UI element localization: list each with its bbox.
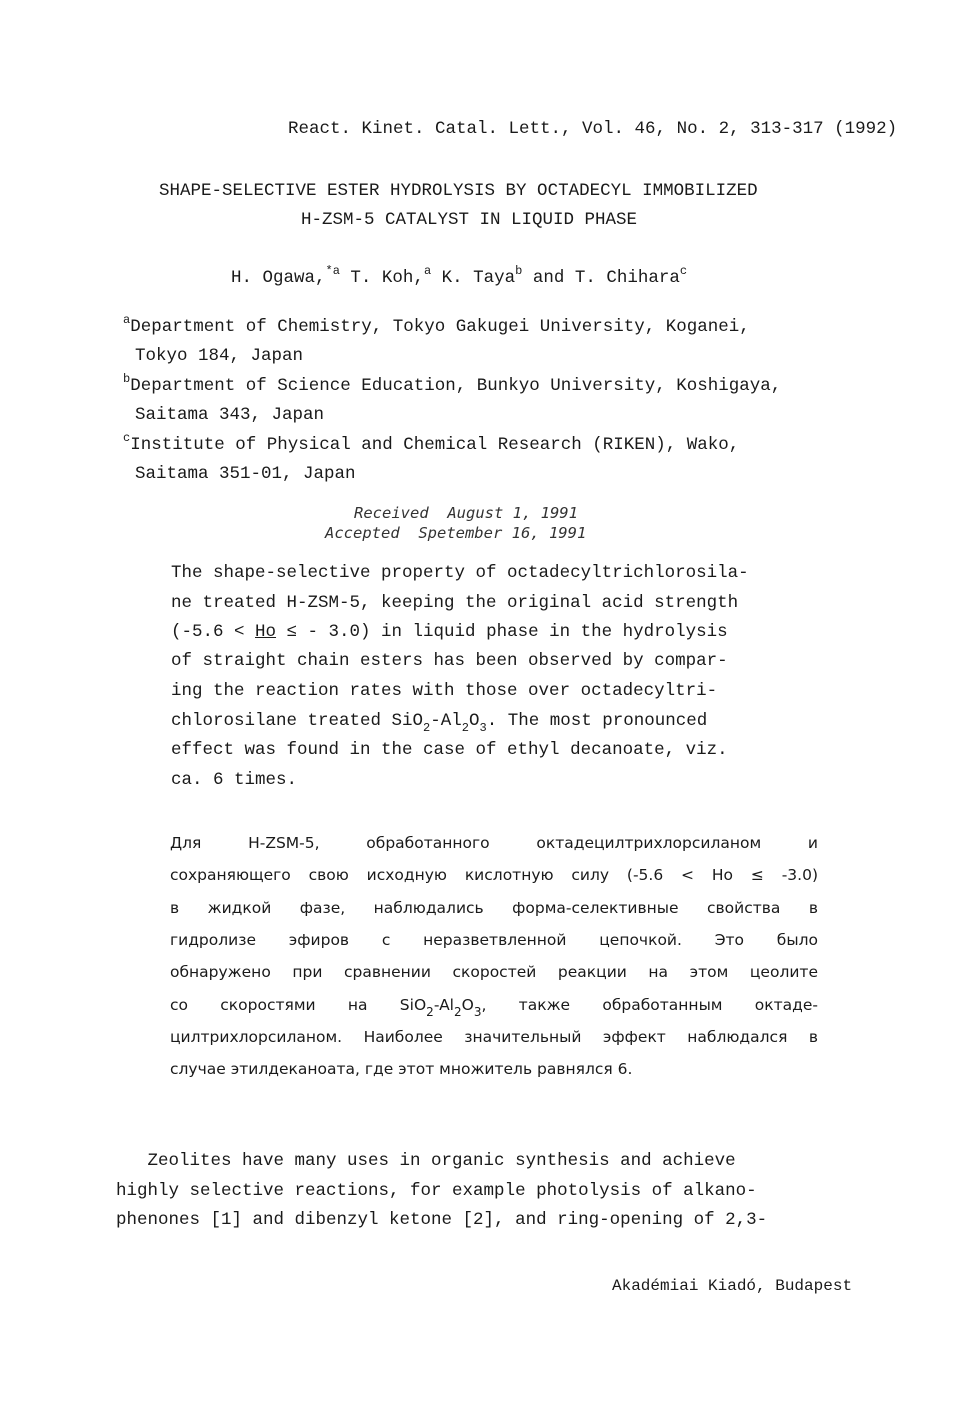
accepted-date: Accepted Spetember 16, 1991 bbox=[325, 524, 587, 542]
abstract-ru-line-1: Для H-ZSM-5, обработанного октадецилтрихлорсиланом и bbox=[170, 834, 818, 852]
abstract-ru-line-2: сохраняющего свою исходную кислотную силу (-5.6 < Ho ≤ -3.0) bbox=[170, 866, 818, 884]
paper-title-line-1: SHAPE-SELECTIVE ESTER HYDROLYSIS BY OCTADECYL IMMOBILIZED bbox=[159, 181, 758, 201]
abstract-ru-line-5: обнаружено при сравнении скоростей реакции на этом цеолите bbox=[170, 963, 818, 981]
abstract-en-line-5: ing the reaction rates with those over octadecyltri- bbox=[171, 681, 718, 701]
abstract-ru-line-3: в жидкой фазе, наблюдались форма-селективные свойства в bbox=[170, 899, 818, 917]
abstract-en-line-6: chlorosilane treated $SiO_2-Al_2O_3$. The most pronounced bbox=[171, 711, 708, 735]
publisher-footer: Akadémiai Kiadó, Budapest bbox=[612, 1277, 853, 1295]
body-text-line-2: highly selective reactions, for example photolysis of alkano- bbox=[116, 1181, 757, 1201]
author-list: H. Ogawa,$^{*a}$ T. Koh,$^a$ K. Taya$^b$ and T. Chihara$^c$ bbox=[231, 264, 688, 288]
affiliation-b-line-1: $^b$Department of Science Education, Bunkyo University, Koshigaya, bbox=[123, 372, 782, 396]
abstract-ru-line-6: со скоростями на $SiO_2-Al_2O_3$, также обработанным октаде- bbox=[170, 996, 818, 1019]
affiliation-a-line-2: Tokyo 184, Japan bbox=[135, 346, 304, 366]
abstract-en-line-4: of straight chain esters has been observed by compar- bbox=[171, 651, 728, 671]
abstract-en-line-7: effect was found in the case of ethyl decanoate, viz. bbox=[171, 740, 728, 760]
affiliation-a-line-1: $^a$Department of Chemistry, Tokyo Gakugei University, Koganei, bbox=[123, 313, 750, 337]
journal-citation: React. Kinet. Catal. Lett., Vol. 46, No. 2, 313-317 (1992) bbox=[288, 119, 898, 139]
body-text-line-3: phenones [1] and dibenzyl ketone [2], and ring-opening of 2,3- bbox=[116, 1210, 768, 1230]
abstract-en-line-1: The shape-selective property of octadecyltrichlorosila- bbox=[171, 563, 749, 583]
affiliation-c-line-2: Saitama 351-01, Japan bbox=[135, 464, 356, 484]
paper-title-line-2: H-ZSM-5 CATALYST IN LIQUID PHASE bbox=[301, 210, 638, 230]
body-text-line-1: Zeolites have many uses in organic synthesis and achieve bbox=[116, 1151, 736, 1171]
abstract-en-line-3: (-5.6 < Ho ≤ - 3.0) in liquid phase in the hydrolysis bbox=[171, 622, 728, 642]
received-date: Received August 1, 1991 bbox=[354, 504, 578, 522]
affiliation-b-line-2: Saitama 343, Japan bbox=[135, 405, 325, 425]
affiliation-c-line-1: $^c$Institute of Physical and Chemical Research (RIKEN), Wako, bbox=[123, 431, 740, 455]
abstract-ru-line-4: гидролизе эфиров с неразветвленной цепочкой. Это было bbox=[170, 931, 818, 949]
abstract-en-line-8: ca. 6 times. bbox=[171, 770, 298, 790]
abstract-ru-line-8: случае этилдеканоата, где этот множитель равнялся 6. bbox=[170, 1060, 633, 1078]
abstract-ru-line-7: цилтрихлорсиланом. Наиболее значительный эффект наблюдался в bbox=[170, 1028, 818, 1046]
abstract-en-line-2: ne treated H-ZSM-5, keeping the original acid strength bbox=[171, 593, 739, 613]
